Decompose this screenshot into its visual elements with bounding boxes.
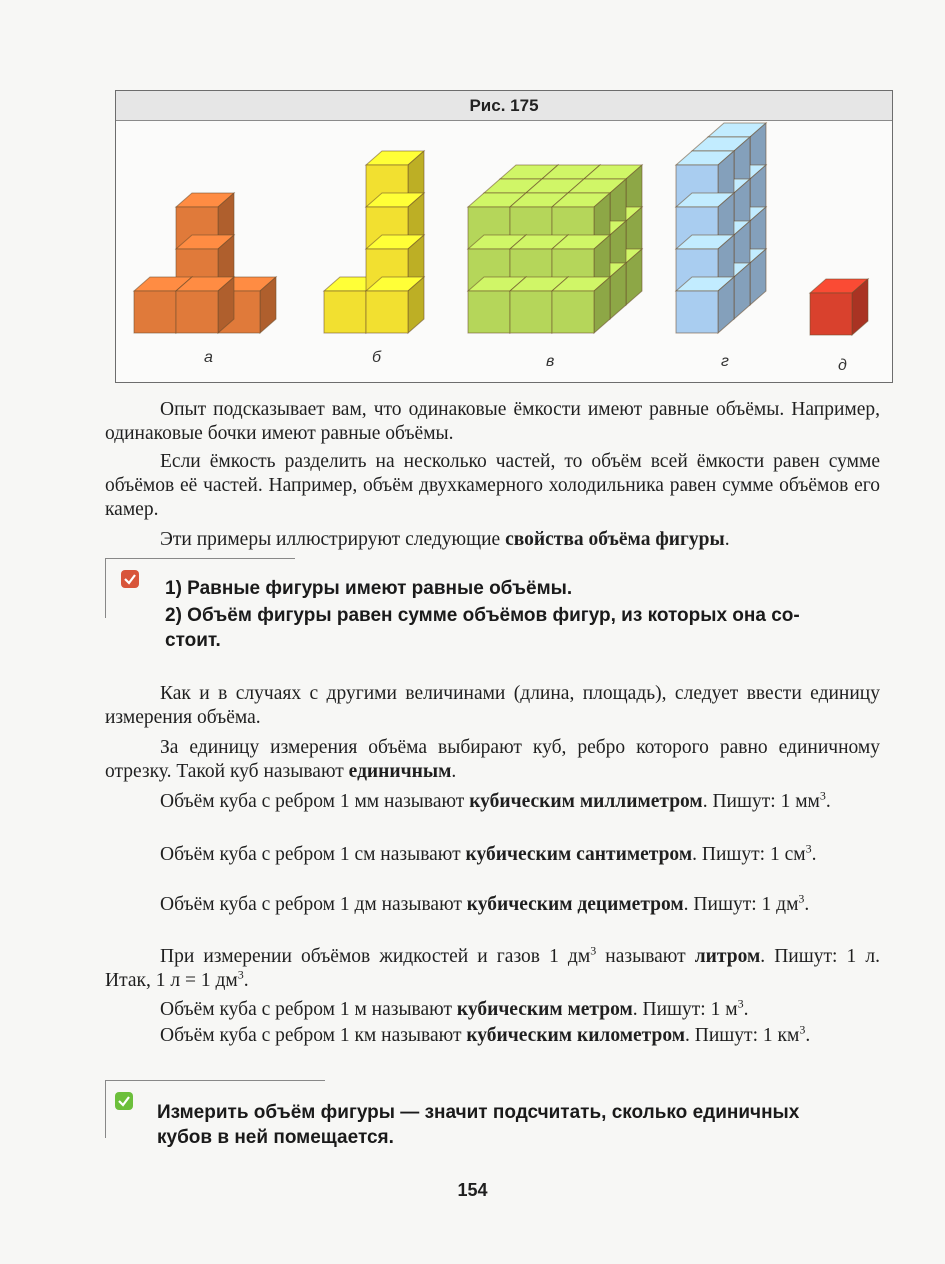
figure-175 bbox=[115, 90, 893, 383]
cube-v-front bbox=[510, 291, 552, 333]
cube-g-front bbox=[676, 291, 718, 333]
cube-a-front bbox=[176, 291, 218, 333]
cube-d-front bbox=[810, 293, 852, 335]
cube-b-front bbox=[366, 291, 408, 333]
litre: При измерении объёмов жидкостей и газов 1 $дм^3$ называют литром. Пишут: 1 л. Итак, 1 л = 1 $дм^3$. bbox=[105, 943, 880, 991]
property-1: 1) Равные фигуры имеют равные объёмы. bbox=[165, 578, 573, 599]
box-top-line bbox=[105, 558, 295, 559]
box-top-line bbox=[105, 1080, 325, 1081]
box-left-line bbox=[105, 1080, 106, 1138]
intro-paragraph-3: Эти примеры иллюстрируют следующие свойства объёма фигуры. bbox=[160, 529, 730, 550]
cube-v-front bbox=[468, 291, 510, 333]
cube-b-front bbox=[324, 291, 366, 333]
figure-title: Рис. 175 bbox=[469, 96, 539, 115]
label-v: в bbox=[546, 353, 555, 370]
cubic-millimetre: Объём куба с ребром 1 мм называют кубическим миллиметром. Пишут: 1 $мм^3$. bbox=[160, 788, 831, 812]
definition-line-1: Измерить объём фигуры — значит подсчитать, сколько единичных bbox=[157, 1102, 800, 1123]
box-left-line bbox=[105, 558, 106, 618]
checkbox-icon bbox=[115, 1092, 133, 1110]
cubic-decimetre: Объём куба с ребром 1 дм называют кубическим дециметром. Пишут: 1 $дм^3$. bbox=[160, 891, 810, 915]
cube-v-front bbox=[552, 291, 594, 333]
property-2-line-2: стоит. bbox=[165, 630, 221, 651]
property-2-line-1: 2) Объём фигуры равен сумме объёмов фигур, из которых она со- bbox=[165, 605, 800, 626]
properties-box bbox=[105, 558, 895, 658]
label-g: г bbox=[721, 353, 729, 370]
intro-paragraph-2: Если ёмкость разделить на несколько частей, то объём всей ёмкости равен сумме объёмов её частей. Например, объём двухкамерного холодильника равен сумме объёмов его камер. bbox=[105, 451, 880, 520]
units-paragraph-2: За единицу измерения объёма выбирают куб, ребро которого равно единичному отрезку. Такой куб называют единичным. bbox=[105, 737, 880, 782]
definition-line-2: кубов в ней помещается. bbox=[157, 1127, 394, 1148]
cube-a-front bbox=[134, 291, 176, 333]
label-a: а bbox=[204, 349, 213, 366]
units-paragraph-1: Как и в случаях с другими величинами (длина, площадь), следует ввести единицу измерения объёма. bbox=[105, 683, 880, 728]
cubic-centimetre: Объём куба с ребром 1 см называют кубическим сантиметром. Пишут: 1 $см^3$. bbox=[160, 841, 817, 865]
definition-box bbox=[105, 1080, 895, 1150]
figure-cubes bbox=[116, 91, 894, 384]
checkbox-icon bbox=[121, 570, 139, 588]
label-b: б bbox=[372, 349, 381, 366]
label-d: д bbox=[838, 357, 847, 374]
page-number: 154 bbox=[457, 1180, 488, 1200]
cubic-metre: Объём куба с ребром 1 м называют кубическим метром. Пишут: 1 $м^3$. bbox=[160, 996, 749, 1020]
intro-paragraph-1: Опыт подсказывает вам, что одинаковые ёмкости имеют равные объёмы. Например, одинаковые бочки имеют равные объёмы. bbox=[105, 399, 880, 444]
cubic-kilometre: Объём куба с ребром 1 км называют кубическим километром. Пишут: 1 $км^3$. bbox=[160, 1022, 811, 1046]
